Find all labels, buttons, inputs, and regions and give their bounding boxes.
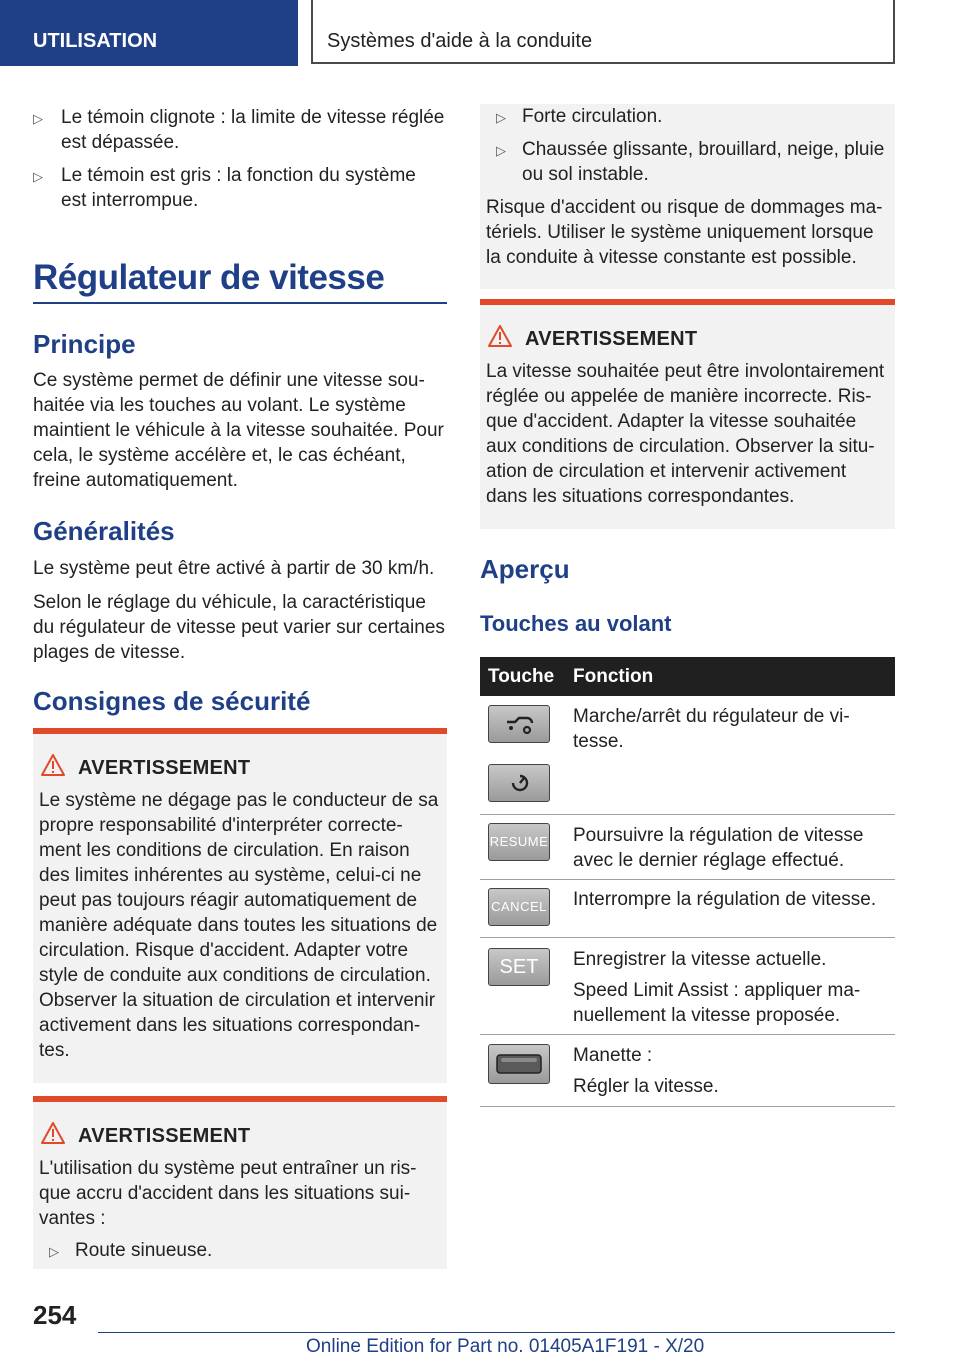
table-header: Touche Fonction — [480, 657, 895, 696]
cruise-control-key-icon — [488, 764, 550, 802]
on-off-key-icon — [488, 705, 550, 743]
resume-key: RESUME — [488, 823, 550, 861]
table-divider — [480, 1106, 895, 1107]
footer-rule — [98, 1332, 895, 1333]
triangle-right-icon: ▷ — [496, 143, 506, 158]
generalites-heading: Généralités — [33, 516, 175, 546]
warning-continued: ▷ Forte circulation. ▷ Chaussée glissante, brouillard, neige, pluie ou sol instable. Risque d'accident ou risque de dommages ma- tériels. Utiliser le système uniquement lorsque la conduite à vitesse constante est possible. — [480, 104, 895, 289]
cancel-key: CANCEL — [488, 888, 550, 926]
lever-key-icon — [488, 1044, 550, 1084]
set-key: SET — [488, 948, 550, 986]
page-heading: Régulateur de vitesse — [33, 258, 385, 297]
warning-text: La vitesse souhaitée peut être involontairement réglée ou appelée de manière incorrecte. Ris- que d'accident. Adapter la vitesse souhaitée aux conditions de circulation. Observer la situ- ation de circulation et intervenir activement dans les situations correspondantes. — [486, 361, 885, 507]
section-tab: UTILISATION — [0, 0, 298, 66]
warning-bar — [480, 299, 895, 305]
principe-heading: Principe — [33, 329, 136, 359]
heading-rule — [33, 302, 447, 304]
warning-text: Le système ne dégage pas le conducteur de sa propre responsabilité d'interpréter correcte- ment les conditions de circulation. En raison des limites inhérentes au système, celui-ci ne peut pas toujours réagir automatiquement de manière adéquate dans toutes les situations de circulation. Risque d'accident. Adapter votre style de conduite aux conditions de circulation. Observer la situation de circulation et intervenir activement dans les situations correspondan- tes. — [39, 790, 439, 1061]
touches-heading: Touches au volant — [480, 611, 672, 636]
warning-triangle-icon — [41, 754, 65, 776]
triangle-right-icon: ▷ — [33, 111, 43, 126]
triangle-right-icon: ▷ — [33, 169, 43, 184]
table-cell-function: Manette : Régler la vitesse. — [573, 1045, 719, 1097]
warning-text: L'utilisation du système peut entraîner un ris- que accru d'accident dans les situations sui- vantes : — [39, 1158, 417, 1229]
warning-triangle-icon — [488, 325, 512, 347]
warning-triangle-icon — [41, 1122, 65, 1144]
chapter-title: Systèmes d'aide à la conduite — [311, 0, 895, 64]
table-divider — [480, 879, 895, 880]
table-divider — [480, 814, 895, 815]
warning-bar — [33, 728, 447, 734]
warning-title: AVERTISSEMENT — [78, 1125, 251, 1147]
warning-bar — [33, 1096, 447, 1102]
warning-title: AVERTISSEMENT — [78, 757, 251, 779]
table-cell-function: Interrompre la régulation de vitesse. — [573, 889, 877, 910]
apercu-heading: Aperçu — [480, 554, 570, 584]
principe-text: Ce système permet de définir une vitesse sou- haitée via les touches au volant. Le système maintient le véhicule à la vitesse souhaitée. Pour cela, le système accélère et, le cas échéant, freine automatiquement. — [33, 370, 444, 491]
table-divider — [480, 937, 895, 938]
warning-box: AVERTISSEMENT L'utilisation du système peut entraîner un ris- que accru d'accident dans les situations sui- vantes : ▷ Route sinueuse. — [33, 1096, 447, 1269]
warning-text: Risque d'accident ou risque de dommages ma- tériels. Utiliser le système uniquement lorsque la conduite à vitesse constante est possible. — [486, 197, 883, 268]
table-divider — [480, 1034, 895, 1035]
warning-box — [480, 299, 895, 529]
warning-box — [33, 728, 447, 1083]
table-cell-function: Marche/arrêt du régulateur de vi- tesse. — [573, 706, 850, 752]
triangle-right-icon: ▷ — [496, 110, 506, 125]
generalites-text: Le système peut être activé à partir de 30 km/h. Selon le réglage du véhicule, la caractéristique du régulateur de vitesse peut varier sur certaines plages de vitesse. — [33, 558, 445, 663]
table-cell-function: Poursuivre la régulation de vitesse avec le dernier réglage effectué. — [573, 825, 864, 871]
warning-title: AVERTISSEMENT — [525, 328, 698, 350]
table-cell-function: Enregistrer la vitesse actuelle. Speed Limit Assist : appliquer ma- nuellement la vitesse proposée. — [573, 949, 861, 1026]
page-header — [0, 0, 960, 66]
consignes-heading: Consignes de sécurité — [33, 686, 311, 716]
page-number: 254 — [33, 1300, 77, 1330]
footer-edition: Online Edition for Part no. 01405A1F191 - X/20 — [306, 1336, 705, 1357]
triangle-right-icon: ▷ — [49, 1244, 59, 1259]
